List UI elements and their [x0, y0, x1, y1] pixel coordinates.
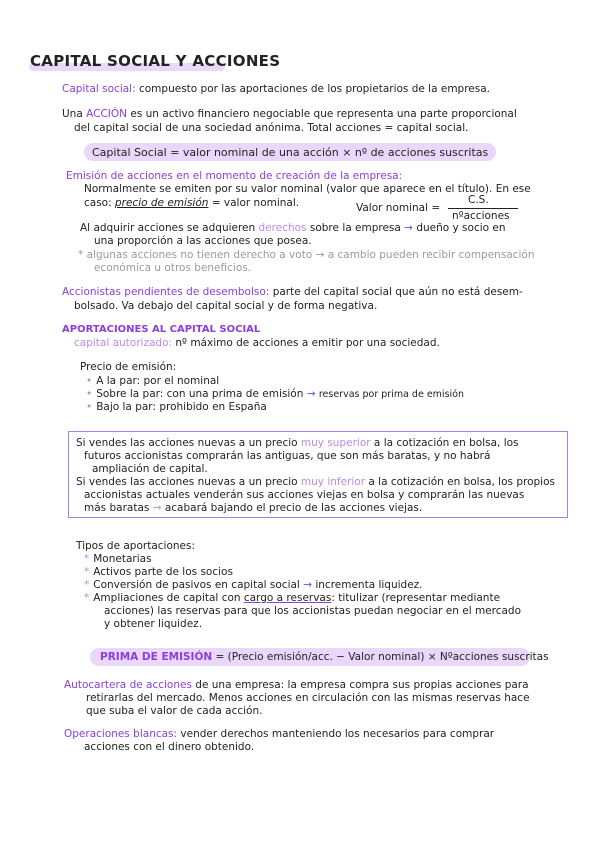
note-text-1: algunas acciones no tienen derecho a voto → a cambio pueden recibir compensación — [86, 249, 535, 261]
bullet-icon: * — [84, 579, 90, 591]
capital-autorizado-line — [74, 337, 440, 350]
arrow-icon: → — [303, 579, 312, 591]
box-text: Si vendes las acciones nuevas a un precio — [76, 476, 298, 488]
formula-prima — [100, 651, 549, 664]
emision-heading: Emisión de acciones en el momento de creación de la empresa: — [66, 170, 403, 182]
formula-capital-social-left: Capital Social — [92, 146, 167, 159]
autocartera-line-1 — [64, 679, 529, 692]
bullet-icon: • — [86, 375, 93, 387]
autocartera-term: Autocartera de acciones — [64, 679, 192, 691]
tipos-heading: Tipos de aportaciones: — [76, 540, 195, 552]
capital-social-term: Capital social: — [62, 83, 136, 95]
tipos-item-2 — [84, 566, 233, 579]
bullet-icon: • — [86, 401, 93, 413]
box-line-4 — [76, 476, 555, 489]
box-line-5: accionistas actuales venderán sus acciones viejas en bolsa y comprarán las nuevas — [84, 489, 525, 501]
accion-line-1 — [62, 108, 517, 121]
accion-text-1: es un activo financiero negociable que representa una parte proporcional — [130, 108, 517, 120]
fraction-line — [448, 208, 518, 209]
note-line-2: económica u otros beneficios. — [94, 262, 252, 274]
muy-superior-term: muy superior — [300, 437, 371, 449]
reservas-prima-text: reservas por prima de emisión — [318, 389, 464, 400]
tipos-item-text: incrementa liquidez. — [315, 579, 423, 591]
capital-autorizado-def: nº máximo de acciones a emitir por una sociedad. — [175, 337, 440, 349]
autocartera-line-3: que suba el valor de cada acción. — [86, 705, 263, 717]
box-line-6 — [84, 502, 422, 515]
accion-line-2: del capital social de una sociedad anónima. Total acciones = capital social. — [74, 122, 469, 134]
accion-pre: Una — [62, 108, 83, 120]
pendientes-term: Accionistas pendientes de desembolso: — [62, 286, 270, 298]
bullet-icon: * — [84, 566, 90, 578]
bullet-icon: * — [84, 592, 90, 604]
prima-emision-term: PRIMA DE EMISIÓN — [100, 651, 213, 663]
blancas-term: Operaciones blancas: — [64, 728, 178, 740]
emision-line-2 — [84, 197, 299, 210]
blancas-text: vender derechos manteniendo los necesarios para comprar — [180, 728, 495, 740]
box-text: acabará bajando el precio de las acciones viejas. — [164, 502, 423, 514]
precio-item-1 — [86, 375, 219, 388]
adquirir-text: Al adquirir acciones se adquieren — [80, 222, 256, 234]
tipos-item-text: : titulizar (representar mediante — [331, 592, 501, 604]
tipos-item-text: Monetarias — [93, 553, 152, 565]
box-text: más baratas — [84, 502, 150, 514]
formula-capital-social — [92, 146, 488, 159]
tipos-item-4-line-3: y obtener liquidez. — [104, 618, 203, 630]
box-line-2: futuros accionistas comprarán las antiguas, que son más baratas, y no habrá — [84, 450, 491, 462]
emision-line-1: Normalmente se emiten por su valor nominal (valor que aparece en el título). En ese — [84, 183, 531, 195]
muy-inferior-term: muy inferior — [300, 476, 366, 488]
accion-term: ACCIÓN — [86, 108, 128, 120]
pendientes-line-2: bolsado. Va debajo del capital social y de forma negativa. — [74, 300, 378, 312]
capital-social-def: compuesto por las aportaciones de los propietarios de la empresa. — [138, 83, 491, 95]
aportaciones-heading: APORTACIONES AL CAPITAL SOCIAL — [62, 324, 261, 335]
emision-caso: caso: — [84, 197, 112, 209]
formula-prima-right: = (Precio emisión/acc. − Valor nominal) × Nºacciones suscritas — [215, 651, 549, 663]
capital-social-line — [62, 83, 490, 96]
pendientes-line-1 — [62, 286, 523, 299]
tipos-item-text: Ampliaciones de capital con — [93, 592, 241, 604]
precio-emision-heading: Precio de emisión: — [80, 361, 177, 373]
sobre-empresa-text: sobre la empresa — [309, 222, 401, 234]
derechos-term: derechos — [258, 222, 307, 234]
precio-item-text: Bajo la par: prohibido en España — [96, 401, 267, 413]
cargo-reservas-term: cargo a reservas — [243, 592, 332, 604]
tipos-item-1 — [84, 553, 152, 566]
precio-emision-term: precio de emisión — [114, 197, 209, 209]
autocartera-line-2: retirarlas del mercado. Menos acciones en circulación con las mismas reservas hace — [86, 692, 530, 704]
tipos-item-text: Activos parte de los socios — [93, 566, 233, 578]
bullet-icon: * — [84, 553, 90, 565]
pendientes-text-1: parte del capital social que aún no está desem- — [272, 286, 523, 298]
tipos-item-text: Conversión de pasivos en capital social — [93, 579, 300, 591]
arrow-icon: → — [404, 222, 413, 234]
fraction-denominator: nºacciones — [452, 210, 510, 222]
emision-line-4: una proporción a las acciones que posea. — [94, 235, 312, 247]
blancas-line-2: acciones con el dinero obtenido. — [84, 741, 255, 753]
box-text: Si vendes las acciones nuevas a un precio — [76, 437, 298, 449]
tipos-item-3 — [84, 579, 423, 592]
valor-nominal-label: Valor nominal = — [356, 202, 441, 214]
emision-line-3 — [80, 222, 506, 235]
blancas-line-1 — [64, 728, 494, 741]
box-text: a la cotización en bolsa, los — [373, 437, 519, 449]
formula-capital-social-right: = valor nominal de una acción × nº de acciones suscritas — [170, 146, 489, 159]
precio-item-text: A la par: por el nominal — [96, 375, 220, 387]
box-line-1 — [76, 437, 519, 450]
fraction-numerator: C.S. — [468, 194, 489, 206]
capital-autorizado-term: capital autorizado: — [74, 337, 173, 349]
precio-item-3 — [86, 401, 267, 414]
dueno-socio-text: dueño y socio en — [416, 222, 506, 234]
page-title: CAPITAL SOCIAL Y ACCIONES — [30, 52, 281, 70]
box-line-3: ampliación de capital. — [92, 463, 208, 475]
note-line-1 — [78, 249, 535, 262]
arrow-icon: → — [152, 502, 162, 514]
precio-item-text: Sobre la par: con una prima de emisión — [96, 388, 304, 400]
tipos-item-4-line-2: acciones) las reservas para que los accionistas puedan negociar en el mercado — [104, 605, 522, 617]
arrow-icon: → — [306, 388, 316, 400]
tipos-item-4 — [84, 592, 500, 605]
precio-item-2 — [86, 388, 464, 401]
emision-equals: = valor nominal. — [211, 197, 300, 209]
bullet-icon: • — [86, 388, 93, 400]
box-text: a la cotización en bolsa, los propios — [368, 476, 555, 488]
autocartera-text: de una empresa: la empresa compra sus propias acciones para — [195, 679, 529, 691]
asterisk-icon: * — [78, 249, 84, 261]
